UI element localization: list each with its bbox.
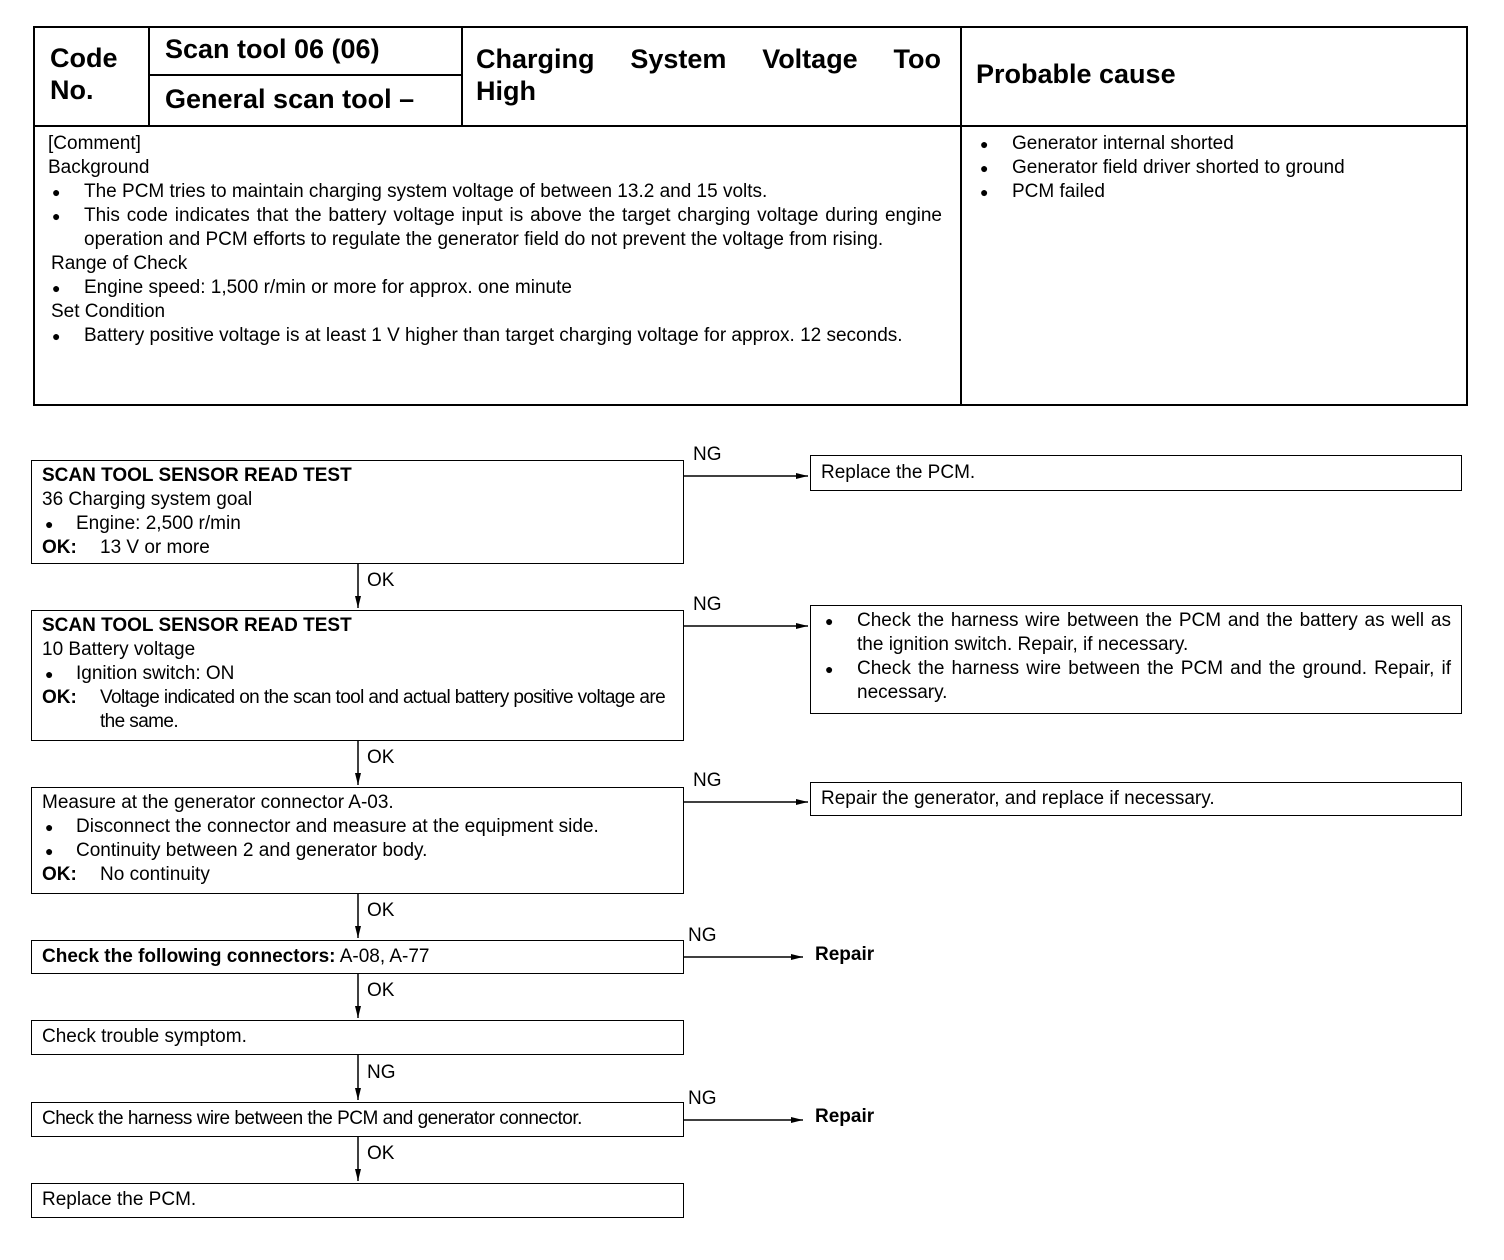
step-line: 10 Battery voltage [42, 639, 196, 660]
cause-item: ● Generator field driver shorted to ground [976, 156, 1456, 180]
ok-criteria-label: OK: [42, 864, 77, 885]
ng-result-item: ● Check the harness wire between the PCM and the ground. Repair, if necessary. [821, 657, 1451, 705]
general-scan-tool-code: General scan tool – [165, 84, 415, 114]
range-item: ● Engine speed: 1,500 r/min or more for approx. one minute [48, 276, 942, 300]
ok-criteria-label: OK: [42, 537, 77, 558]
ok-criteria-text: 13 V or more [100, 537, 210, 558]
ok-label: OK [367, 900, 395, 921]
flow-step-scan-charging-goal [31, 460, 684, 564]
background-label: Background [48, 157, 150, 178]
ok-label: OK [367, 980, 395, 1001]
ng-label: NG [367, 1062, 396, 1083]
step-bullet: ● Continuity between 2 and generator body. [42, 839, 673, 863]
ng-label: NG [688, 925, 717, 946]
ok-criteria [42, 863, 673, 887]
step-bullet: ● Disconnect the connector and measure at the equipment side. [42, 815, 673, 839]
step-line: Measure at the generator connector A-03. [42, 792, 394, 813]
ng-result-check-harness [810, 605, 1462, 714]
ok-label: OK [367, 570, 395, 591]
ng-label: NG [693, 594, 722, 615]
ok-criteria [42, 686, 673, 734]
flow-step-generator-connector [31, 787, 684, 894]
set-condition-item: ● Battery positive voltage is at least 1 V higher than target charging voltage for approx. 12 seconds. [48, 324, 942, 348]
step-bold-text: Check the following connectors: [42, 946, 336, 967]
cause-item: ● PCM failed [976, 180, 1456, 204]
ng-label: NG [693, 770, 722, 791]
step-text: A-08, A-77 [339, 946, 430, 967]
ng-result-repair: Repair [815, 944, 875, 965]
ng-label: NG [688, 1088, 717, 1109]
comment-tag: [Comment] [48, 133, 141, 154]
background-item: ● This code indicates that the battery voltage input is above the target charging voltage during engine operation and PCM efforts to regulate the generator field do not prevent the voltage from rising. [48, 204, 942, 252]
ng-label: NG [693, 444, 722, 465]
ng-result-item: ● Check the harness wire between the PCM and the battery as well as the ignition switch. Repair, if necessary. [821, 609, 1451, 657]
flow-step-replace-pcm: Replace the PCM. [31, 1183, 684, 1218]
scan-tool-code: Scan tool 06 (06) [165, 34, 380, 64]
flow-step-check-connectors [31, 940, 684, 974]
ok-criteria-text: Voltage indicated on the scan tool and actual battery positive voltage are the same. [100, 687, 666, 732]
ok-criteria [42, 536, 673, 560]
ok-label: OK [367, 747, 395, 768]
flow-step-scan-battery-voltage [31, 610, 684, 741]
set-condition-label: Set Condition [51, 301, 166, 322]
ng-result-replace-pcm: Replace the PCM. [810, 455, 1462, 491]
ok-label: OK [367, 1143, 395, 1164]
cause-item: ● Generator internal shorted [976, 132, 1456, 156]
code-no-label: Code No. [50, 43, 118, 105]
step-title: SCAN TOOL SENSOR READ TEST [42, 465, 352, 486]
ok-criteria-text: No continuity [100, 864, 210, 885]
dtc-title-line: Charging System Voltage Too [476, 44, 941, 74]
ng-result-repair: Repair [815, 1106, 875, 1127]
ng-result-repair-generator: Repair the generator, and replace if necessary. [810, 782, 1462, 816]
step-line: 36 Charging system goal [42, 489, 253, 510]
range-label: Range of Check [51, 253, 188, 274]
flow-step-check-harness-generator: Check the harness wire between the PCM and generator connector. [31, 1102, 684, 1137]
dtc-title-line: High [476, 76, 536, 106]
flow-step-check-symptom: Check trouble symptom. [31, 1020, 684, 1055]
step-bullet: ● Engine: 2,500 r/min [42, 512, 673, 536]
probable-cause-label: Probable cause [976, 59, 1176, 89]
step-bullet: ● Ignition switch: ON [42, 662, 673, 686]
ok-criteria-label: OK: [42, 687, 77, 708]
step-title: SCAN TOOL SENSOR READ TEST [42, 615, 352, 636]
background-item: ● The PCM tries to maintain charging system voltage of between 13.2 and 15 volts. [48, 180, 942, 204]
